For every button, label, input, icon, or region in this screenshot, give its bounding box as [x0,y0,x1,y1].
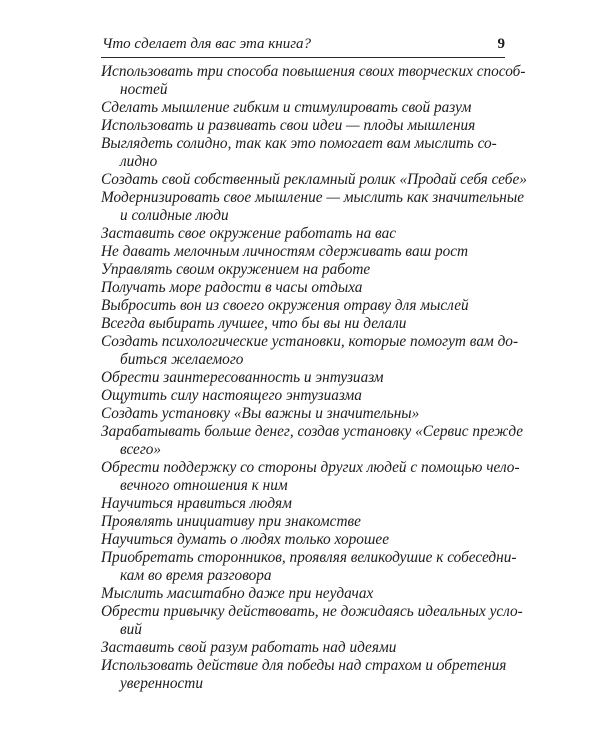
running-title: Что сделает для вас эта книга? [102,36,312,52]
list-item-text: Приобретать сторонников, проявляя великодушие к собеседни- [101,549,517,566]
list-item-text: Обрести привычку действовать, не дожидаясь идеальных усло- [101,603,523,620]
list-item [101,315,507,333]
header-divider [101,57,505,58]
list-item [101,261,507,279]
list-item-text: Ощутить силу настоящего энтузиазма [101,387,362,404]
list-item-text: Научиться нравиться людям [101,495,292,512]
list-item-text: Заставить свой разум работать над идеями [101,639,397,656]
list-item-continuation: и солидные люди [120,207,229,224]
benefits-list [101,63,527,693]
list-item [101,171,527,189]
list-item-text: Использовать действие для победы над страхом и обретения [101,657,507,674]
list-item-text: Модернизировать свое мышление — мыслить как значительные [101,189,525,206]
list-item-text: Создать установку «Вы важны и значительны» [101,405,420,422]
list-item [101,135,507,171]
list-item [101,333,519,369]
list-item-text: Управлять своим окружением на работе [101,261,371,278]
list-item [101,117,507,135]
list-item [101,279,507,297]
list-item [101,513,507,531]
list-item-text: Всегда выбирать лучшее, что бы вы ни делали [101,315,407,332]
list-item-text: Сделать мышление гибким и стимулировать свой разум [101,99,472,116]
list-item-continuation: лидно [120,153,158,170]
list-item-continuation: биться желаемого [120,351,244,368]
list-item-text: Обрести заинтересованность и энтузиазм [101,369,384,386]
list-item [101,99,507,117]
list-item-text: Выбросить вон из своего окружения отраву для мыслей [101,297,469,314]
list-item-text: Не давать мелочным личностям сдерживать ваш рост [101,243,469,260]
list-item [101,639,507,657]
list-item-text: Создать психологические установки, которые помогут вам до- [101,333,519,350]
list-item [101,369,507,387]
list-item-text: Использовать три способа повышения своих творческих способ- [101,63,526,80]
list-item-continuation: вий [120,621,142,638]
list-item [101,63,526,99]
list-item-text: Мыслить масштабно даже при неудачах [101,585,374,602]
list-item-text: Получать море радости в часы отдыха [101,279,363,296]
list-item-text: Создать свой собственный рекламный ролик «Продай себя себе» [101,171,527,188]
list-item [101,297,507,315]
list-item [101,495,507,513]
list-item [101,549,517,585]
list-item [101,243,507,261]
running-head [101,34,505,54]
list-item-continuation: ностей [120,81,168,98]
list-item [101,459,520,495]
list-item-continuation: вечного отношения к ним [120,477,288,494]
list-item [101,531,507,549]
list-item-text: Использовать и развивать свои идеи — плоды мышления [101,117,476,134]
list-item [101,189,525,225]
list-item [101,657,507,693]
list-item-text: Заставить свое окружение работать на вас [101,225,397,242]
list-item-continuation: кам во время разговора [120,567,272,584]
page-number: 9 [497,36,505,52]
list-item [101,225,507,243]
list-item [101,603,523,639]
list-item [101,585,507,603]
list-item-text: Зарабатывать больше денег, создав установку «Сервис прежде [101,423,524,440]
list-item-text: Обрести поддержку со стороны других людей с помощью чело- [101,459,520,476]
list-item [101,405,507,423]
list-item-text: Научиться думать о людях только хорошее [101,531,390,548]
list-item-text: Выглядеть солидно, так как это помогает вам мыслить со- [101,135,497,152]
list-item [101,387,507,405]
list-item-text: Проявлять инициативу при знакомстве [101,513,361,530]
list-item [101,423,524,459]
list-item-continuation: всего» [120,441,162,458]
list-item-continuation: уверенности [120,675,203,692]
